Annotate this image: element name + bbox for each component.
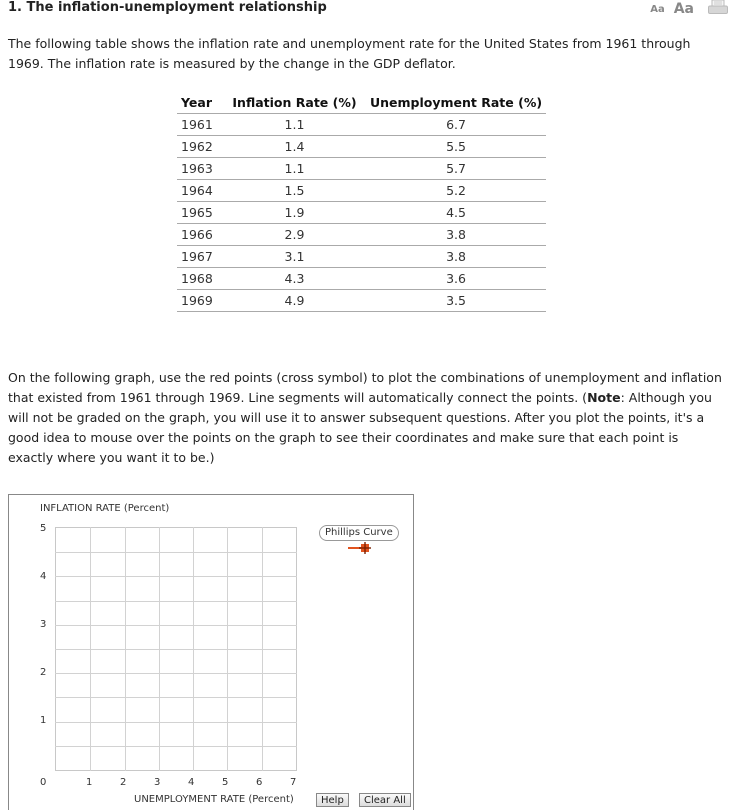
question-header [8,0,728,20]
header-inflation: Inflation Rate (%) [223,92,366,114]
cell-inflation: 1.9 [223,202,366,224]
help-button[interactable]: Help [316,793,349,807]
y-tick-label: 2 [40,667,47,678]
font-size-large-button[interactable]: Aa [673,1,694,17]
cell-unemployment: 5.7 [366,158,546,180]
table-row [177,136,546,158]
y-tick-label: 1 [40,715,47,726]
header-unemployment: Unemployment Rate (%) [366,92,546,114]
cell-year: 1966 [177,224,223,246]
table-row [177,180,546,202]
cell-year: 1969 [177,290,223,312]
x-tick-label: 1 [86,777,93,788]
cell-unemployment: 5.2 [366,180,546,202]
table-row [177,158,546,180]
header-year: Year [177,92,223,114]
instructions-part2: : Although you will not be graded on the graph, you will use it to answer subsequent questions. After you plot the points, it's a good idea to mouse over the points on the graph to see their coordinates and make sure that each point is exactly where you want it to be.) [8,390,712,465]
cell-inflation: 3.1 [223,246,366,268]
x-tick-label: 2 [120,777,127,788]
x-axis-title: UNEMPLOYMENT RATE (Percent) [134,794,294,805]
cell-unemployment: 3.6 [366,268,546,290]
intro-text: The following table shows the inflation rate and unemployment rate for the United States from 1961 through 1969. The inflation rate is measured by the change in the GDP deflator. [8,36,691,71]
graph-instructions [8,368,726,468]
x-tick-label: 7 [290,777,297,788]
cell-unemployment: 3.5 [366,290,546,312]
cell-inflation: 1.4 [223,136,366,158]
cell-unemployment: 3.8 [366,224,546,246]
cell-inflation: 1.5 [223,180,366,202]
phillips-curve-graph [8,494,414,810]
cell-inflation: 4.3 [223,268,366,290]
font-size-small-button[interactable]: Aa [650,4,665,15]
y-tick-label: 5 [40,523,47,534]
cell-year: 1963 [177,158,223,180]
cell-inflation: 1.1 [223,114,366,136]
x-tick-label: 5 [222,777,229,788]
cell-unemployment: 6.7 [366,114,546,136]
y-tick-label: 3 [40,619,47,630]
table-row [177,268,546,290]
table-header-row [177,92,546,114]
x-tick-label: 6 [256,777,263,788]
table-row [177,202,546,224]
y-axis-title: INFLATION RATE (Percent) [40,503,170,514]
x-tick-label: 0 [40,777,47,788]
y-tick-label: 4 [40,571,47,582]
legend-phillips-curve: Phillips Curve [319,525,399,541]
cell-year: 1964 [177,180,223,202]
cell-inflation: 2.9 [223,224,366,246]
cell-unemployment: 3.8 [366,246,546,268]
cell-year: 1962 [177,136,223,158]
x-tick-label: 3 [154,777,161,788]
cell-unemployment: 4.5 [366,202,546,224]
graph-plot-area[interactable] [55,527,297,771]
table-row [177,290,546,312]
instructions-part1: On the following graph, use the red points (cross symbol) to plot the combinations of unemployment and inflation that existed from 1961 through 1969. Line segments will automatically connect the points. ( [8,370,722,405]
cell-year: 1961 [177,114,223,136]
table-row [177,114,546,136]
header-tools [650,0,728,17]
cell-year: 1968 [177,268,223,290]
cell-year: 1965 [177,202,223,224]
data-table [177,92,546,312]
cell-year: 1967 [177,246,223,268]
note-label: Note [587,390,621,405]
print-icon[interactable] [708,0,728,13]
cell-inflation: 4.9 [223,290,366,312]
phillips-curve-marker-tool[interactable] [347,542,373,554]
x-tick-label: 4 [188,777,195,788]
cell-inflation: 1.1 [223,158,366,180]
table-row [177,246,546,268]
clear-all-button[interactable]: Clear All [359,793,411,807]
question-title: 1. The inflation-unemployment relationship [8,0,327,15]
table-row [177,224,546,246]
cell-unemployment: 5.5 [366,136,546,158]
